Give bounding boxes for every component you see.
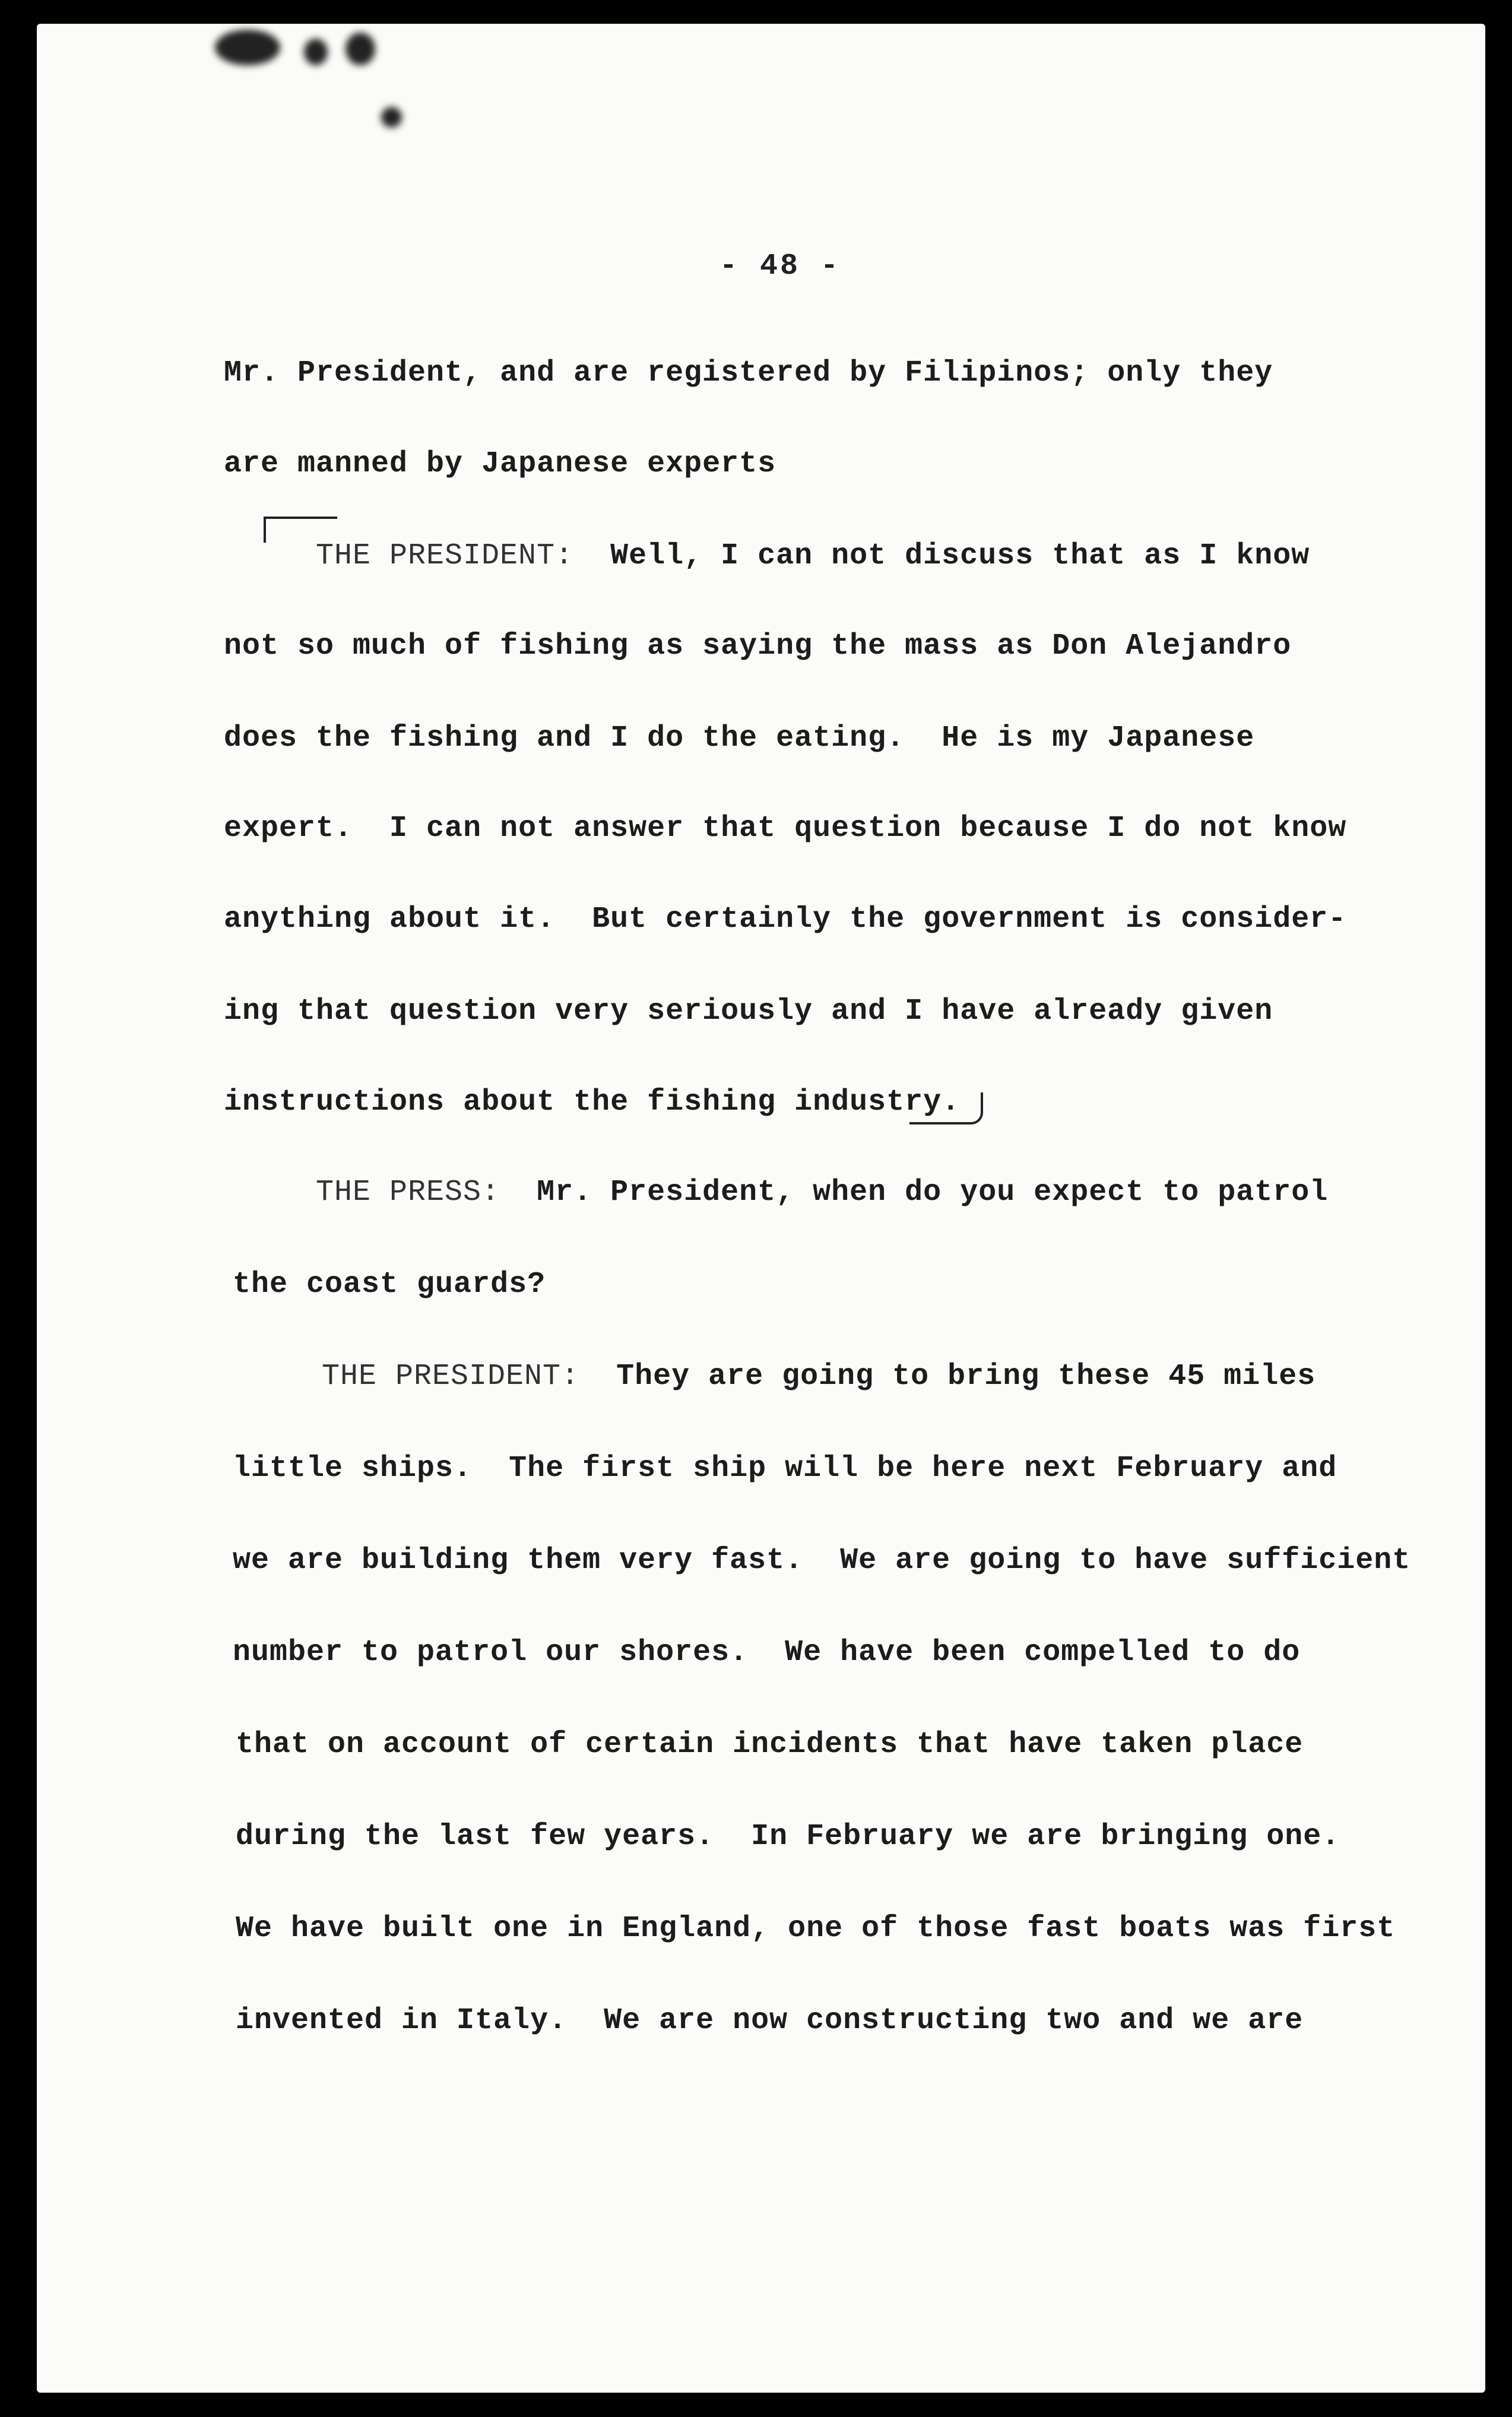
text-line: instructions about the fishing industry. xyxy=(224,1085,961,1119)
text-line: we are building them very fast. We are going to have sufficient xyxy=(233,1544,1411,1577)
speaker-label: THE PRESIDENT: xyxy=(316,539,574,573)
text-line: the coast guards? xyxy=(233,1268,546,1301)
text-line: anything about it. But certainly the government is consider- xyxy=(224,902,1347,936)
page-number: - 48 - xyxy=(719,249,841,283)
text-line: number to patrol our shores. We have been compelled to do xyxy=(233,1636,1301,1670)
speaker-line: THE PRESS: Mr. President, when do you expect to patrol xyxy=(316,1176,1329,1209)
text-line: little ships. The first ship will be here next February and xyxy=(233,1452,1337,1485)
speaker-line: THE PRESIDENT: They are going to bring these 45 miles xyxy=(322,1360,1316,1393)
ink-smudge xyxy=(304,39,328,65)
ink-smudge xyxy=(345,33,375,65)
text-line: that on account of certain incidents that have taken place xyxy=(236,1728,1304,1762)
text-line: does the fishing and I do the eating. He is my Japanese xyxy=(224,721,1255,755)
ink-smudge xyxy=(381,107,402,128)
text-line: invented in Italy. We are now constructing two and we are xyxy=(236,2004,1304,2038)
text-line: are manned by Japanese experts xyxy=(224,447,776,481)
text-line: not so much of fishing as saying the mass as Don Alejandro xyxy=(224,629,1292,663)
text-line: Mr. President, and are registered by Filipinos; only they xyxy=(224,356,1273,390)
text-line: during the last few years. In February we are bringing one. xyxy=(236,1820,1340,1854)
text-line: We have built one in England, one of those fast boats was first xyxy=(236,1912,1396,1946)
margin-bracket-close xyxy=(909,1092,983,1124)
speaker-line: THE PRESIDENT: Well, I can not discuss that as I know xyxy=(316,539,1310,573)
text-line: ing that question very seriously and I have already given xyxy=(224,994,1273,1028)
speaker-label: THE PRESS: xyxy=(316,1176,500,1209)
speaker-label: THE PRESIDENT: xyxy=(322,1360,580,1393)
ink-smudge xyxy=(215,30,280,65)
document-page xyxy=(37,24,1485,2393)
text-line: expert. I can not answer that question because I do not know xyxy=(224,812,1347,845)
